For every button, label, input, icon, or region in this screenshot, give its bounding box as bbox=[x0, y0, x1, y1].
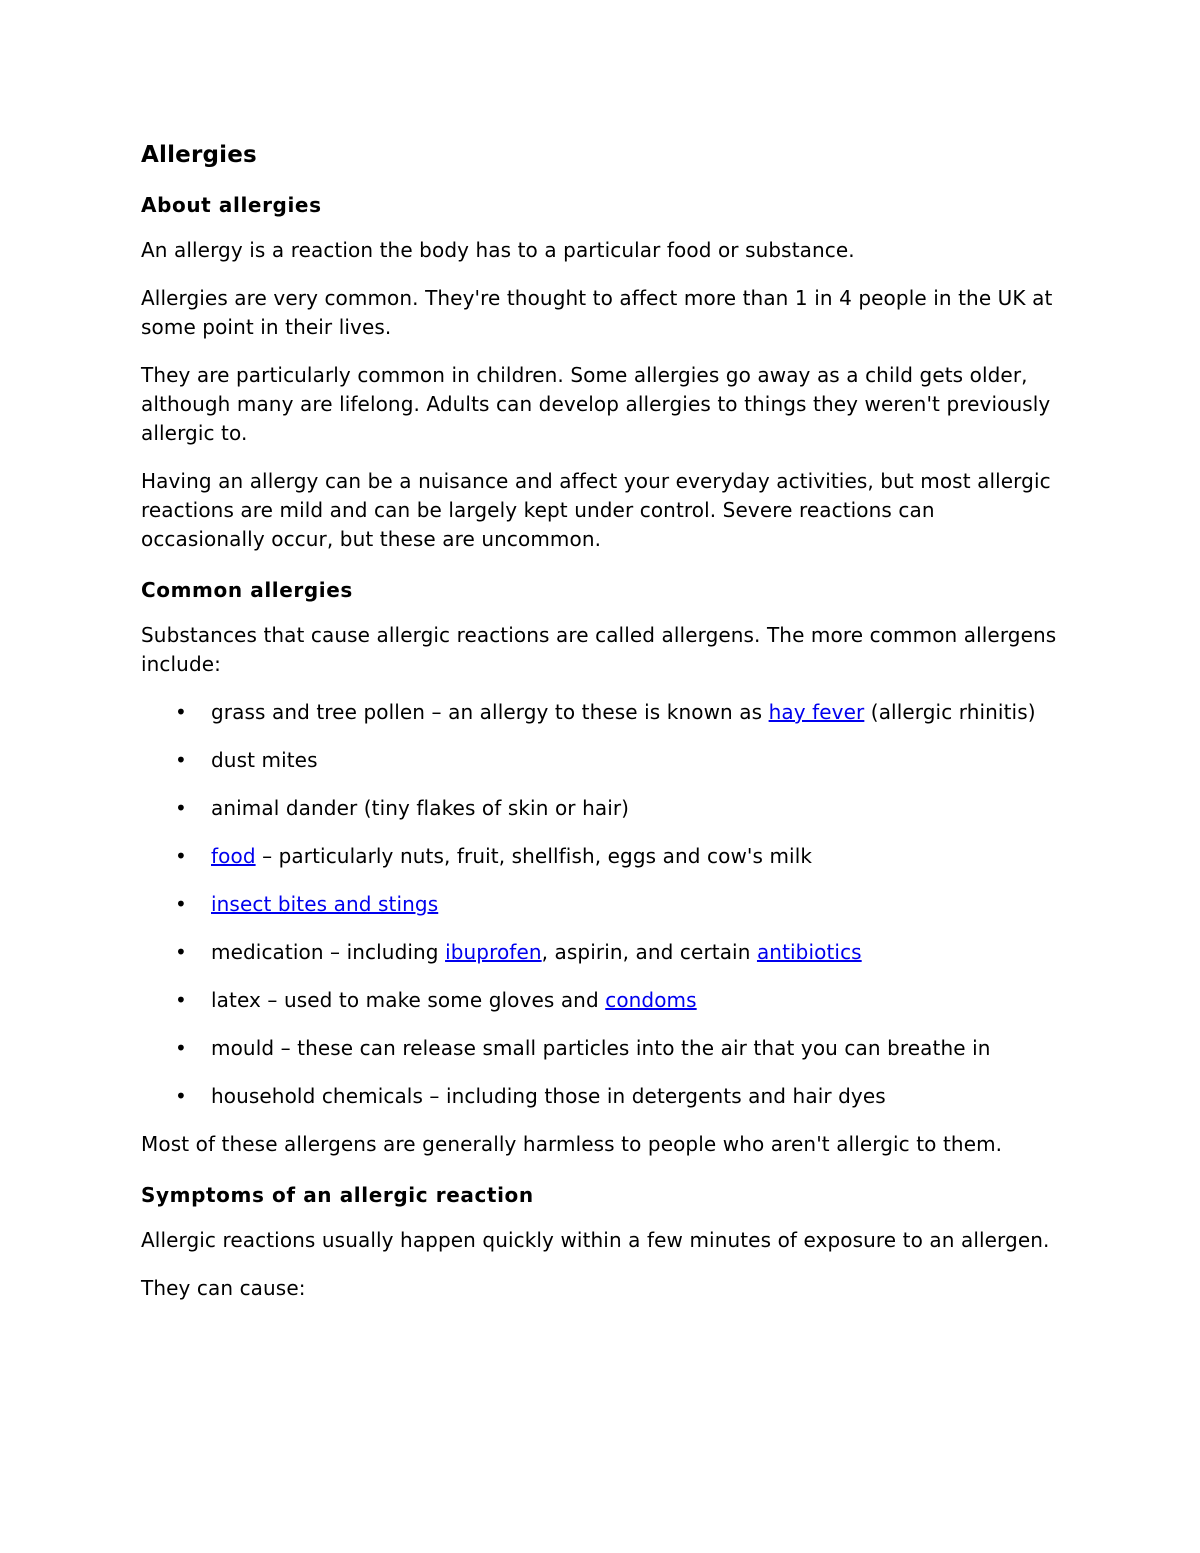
list-item: • household chemicals – including those in detergents and hair dyes bbox=[141, 1082, 1061, 1111]
list-item: • latex – used to make some gloves and condoms bbox=[141, 986, 1061, 1015]
list-item: • dust mites bbox=[141, 746, 1061, 775]
list-item: • medication – including ibuprofen, aspirin, and certain antibiotics bbox=[141, 938, 1061, 967]
list-item: • food – particularly nuts, fruit, shellfish, eggs and cow's milk bbox=[141, 842, 1061, 871]
list-item bbox=[141, 890, 1061, 919]
paragraph: They are particularly common in children. Some allergies go away as a child gets older, although many are lifelong. Adults can develop allergies to things they weren't previously allergic to. bbox=[141, 363, 1051, 445]
section-heading-common: Common allergies bbox=[141, 578, 353, 602]
paragraph: Allergic reactions usually happen quickly within a few minutes of exposure to an allergen. bbox=[141, 1228, 1050, 1252]
bullet-icon: • bbox=[175, 892, 187, 916]
antibiotics-link[interactable]: antibiotics bbox=[756, 940, 862, 964]
bullet-icon: • bbox=[175, 1084, 187, 1108]
list-item: • animal dander (tiny flakes of skin or hair) bbox=[141, 794, 1061, 823]
bullet-icon: • bbox=[175, 748, 187, 772]
paragraph: Most of these allergens are generally harmless to people who aren't allergic to them. bbox=[141, 1132, 1003, 1156]
page-title: Allergies bbox=[141, 142, 257, 168]
paragraph: Having an allergy can be a nuisance and affect your everyday activities, but most allergic reactions are mild and can be largely kept under control. Severe reactions can occasionally occur, but these are uncommon. bbox=[141, 469, 1051, 551]
bullet-icon: • bbox=[175, 940, 187, 964]
document-page bbox=[141, 138, 1061, 1322]
bullet-icon: • bbox=[175, 1036, 187, 1060]
bullet-icon: • bbox=[175, 796, 187, 820]
paragraph: They can cause: bbox=[141, 1276, 306, 1300]
condoms-link[interactable]: condoms bbox=[605, 988, 697, 1012]
bullet-icon: • bbox=[175, 988, 187, 1012]
food-link[interactable]: food bbox=[211, 844, 256, 868]
section-heading-symptoms: Symptoms of an allergic reaction bbox=[141, 1183, 534, 1207]
bullet-icon: • bbox=[175, 844, 187, 868]
allergen-list bbox=[141, 698, 1061, 1111]
list-item: • mould – these can release small particles into the air that you can breathe in bbox=[141, 1034, 1061, 1063]
list-item: • grass and tree pollen – an allergy to these is known as hay fever (allergic rhinitis) bbox=[141, 698, 1061, 727]
paragraph: Substances that cause allergic reactions are called allergens. The more common allergens include: bbox=[141, 623, 1057, 676]
bullet-icon: • bbox=[175, 700, 187, 724]
paragraph: Allergies are very common. They're thought to affect more than 1 in 4 people in the UK at some point in their lives. bbox=[141, 286, 1053, 339]
section-heading-about: About allergies bbox=[141, 193, 322, 217]
insect-bites-link[interactable]: insect bites and stings bbox=[211, 892, 439, 916]
ibuprofen-link[interactable]: ibuprofen bbox=[445, 940, 542, 964]
hay-fever-link[interactable]: hay fever bbox=[768, 700, 865, 724]
paragraph: An allergy is a reaction the body has to a particular food or substance. bbox=[141, 238, 855, 262]
